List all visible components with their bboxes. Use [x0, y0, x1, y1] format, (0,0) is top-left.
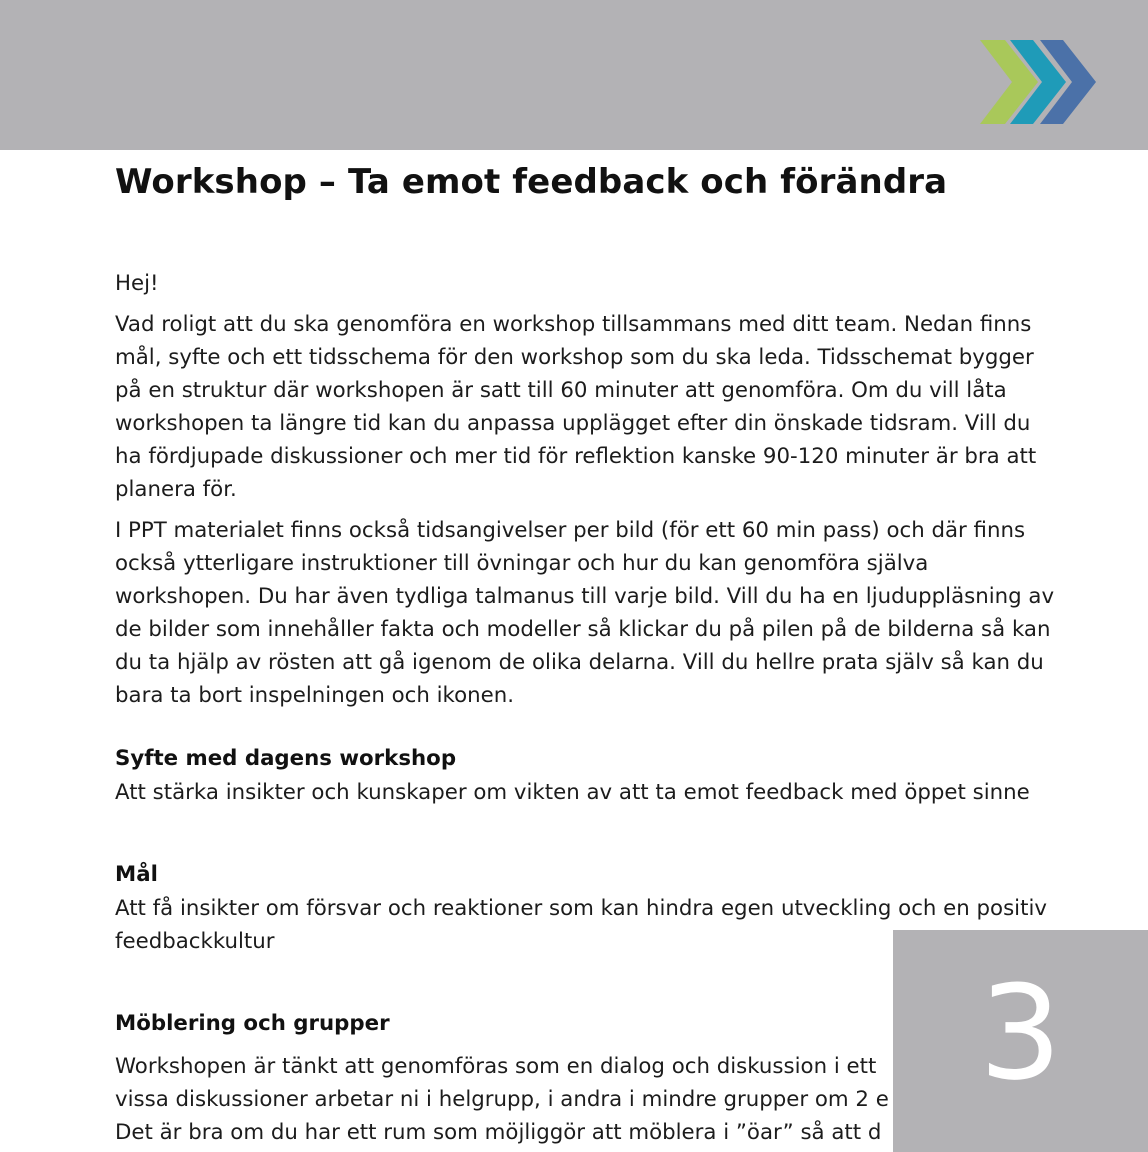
ppt-line: de bilder som innehåller fakta och modeller så klickar du på pilen på de bilderna så kan: [115, 617, 1051, 642]
furnishing-heading: Möblering och grupper: [115, 1011, 390, 1036]
goal-heading: Mål: [115, 862, 158, 887]
intro-paragraph: [115, 308, 1080, 506]
purpose-heading: Syfte med dagens workshop: [115, 746, 457, 771]
ppt-line: workshopen. Du har även tydliga talmanus till varje bild. Vill du ha en ljuduppläsning av: [115, 584, 1055, 609]
intro-line: workshopen ta längre tid kan du anpassa upplägget efter din önskade tidsram. Vill du: [115, 411, 1031, 436]
intro-line: Vad roligt att du ska genomföra en workshop tillsammans med ditt team. Nedan finns: [115, 312, 1032, 337]
furnishing-text: [115, 1050, 893, 1149]
purpose-text: [115, 776, 1080, 809]
intro-line: på en struktur där workshopen är satt till 60 minuter att genomföra. Om du vill låta: [115, 378, 1007, 403]
page-title: Workshop – Ta emot feedback och förändra: [115, 162, 948, 202]
ppt-line: bara ta bort inspelningen och ikonen.: [115, 683, 514, 708]
goal-line: Att få insikter om försvar och reaktioner som kan hindra egen utveckling och en positiv: [115, 896, 1047, 921]
furnishing-line: vissa diskussioner arbetar ni i helgrupp, i andra i mindre grupper om 2 e: [115, 1087, 889, 1112]
ppt-line: också ytterligare instruktioner till övningar och hur du kan genomföra själva: [115, 551, 929, 576]
header-band: [0, 0, 1148, 150]
ppt-paragraph: [115, 514, 1080, 712]
purpose-line: Att stärka insikter och kunskaper om vikten av att ta emot feedback med öppet sinne: [115, 780, 1030, 805]
page-number-box: [893, 930, 1148, 1152]
intro-line: ha fördjupade diskussioner och mer tid för reflektion kanske 90-120 minuter är bra att: [115, 444, 1037, 469]
furnishing-line: Det är bra om du har ett rum som möjliggör att möblera i ”öar” så att d: [115, 1120, 882, 1145]
greeting: Hej!: [115, 271, 159, 296]
chevron-arrows-logo-icon: [970, 32, 1115, 132]
intro-line: mål, syfte och ett tidsschema för den workshop som du ska leda. Tidsschemat bygger: [115, 345, 1034, 370]
goal-line: feedbackkultur: [115, 929, 275, 954]
furnishing-line: Workshopen är tänkt att genomföras som en dialog och diskussion i ett: [115, 1054, 877, 1079]
page-number: 3: [979, 957, 1062, 1109]
intro-line: planera för.: [115, 477, 237, 502]
ppt-line: I PPT materialet finns också tidsangivelser per bild (för ett 60 min pass) och där finns: [115, 518, 1026, 543]
ppt-line: du ta hjälp av rösten att gå igenom de olika delarna. Vill du hellre prata själv så kan du: [115, 650, 1044, 675]
